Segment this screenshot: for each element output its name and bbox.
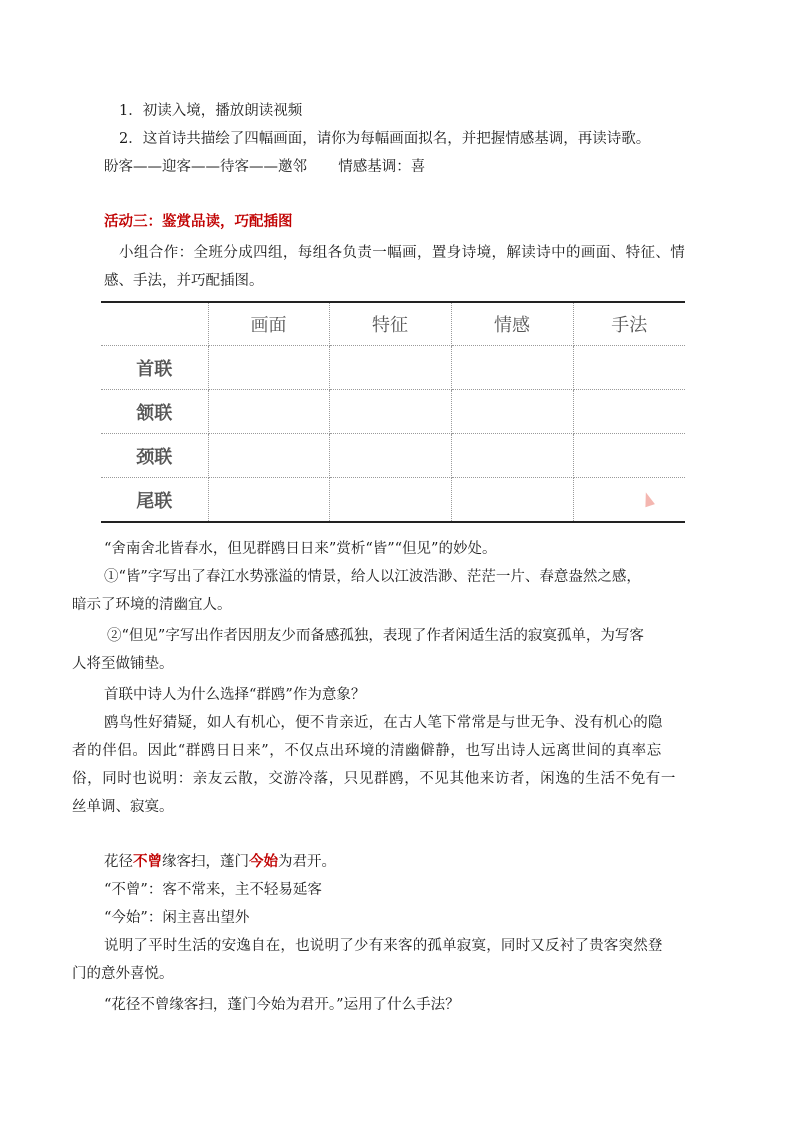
column-header-emotion: 情感 <box>451 302 573 346</box>
question-2: 首联中诗人为什么选择“群鸥”作为意象？ <box>104 687 366 703</box>
answer-3-line-2: 者的伴侣。因此“群鸥日日来”，不仅点出环境的清幽僻静，也写出诗人远离世间的真率忘 <box>72 743 662 759</box>
table-cell <box>329 478 451 523</box>
answer-3-line-3: 俗，同时也说明：亲友云散，交游冷落，只见群鸥，不见其他来访者，闲逸的生活不免有一 <box>72 771 676 787</box>
table-header-row <box>101 302 685 346</box>
task-line-1: 小组合作：全班分成四组，每组各负责一幅画，置身诗境，解读诗中的画面、特征、情 <box>119 245 686 261</box>
couplet-part-1: 花径 <box>104 854 133 870</box>
answer-3-line-1: 鸥鸟性好猜疑，如人有机心，便不肯亲近，在古人笔下常常是与世无争、没有机心的隐 <box>104 715 663 731</box>
analysis-table <box>101 301 685 523</box>
row-label-hanlian: 颔联 <box>101 390 208 434</box>
row-label-jinglian: 颈联 <box>101 434 208 478</box>
question-1: “舍南舍北皆春水，但见群鸥日日来”赏析“皆”“但见”的妙处。 <box>104 541 497 557</box>
column-header-feature: 特征 <box>329 302 451 346</box>
note-2: “今始”：闲主喜出望外 <box>104 910 250 926</box>
table-row <box>101 346 685 390</box>
step-1: 1．初读入境，播放朗读视频 <box>119 103 303 119</box>
table-cell <box>451 390 573 434</box>
scene-line <box>104 157 425 177</box>
couplet-part-2: 缘客扫，蓬门 <box>162 854 249 870</box>
row-label-shoulian: 首联 <box>101 346 208 390</box>
table-cell <box>573 434 685 478</box>
table-cell <box>451 478 573 523</box>
table-cell <box>208 346 329 390</box>
table-cell <box>208 478 329 523</box>
table-corner <box>101 302 208 346</box>
table-cell <box>451 434 573 478</box>
answer-2-line-2: 人将至做铺垫。 <box>72 656 174 672</box>
table-cell <box>329 346 451 390</box>
table-cell <box>208 434 329 478</box>
table-cell <box>208 390 329 434</box>
answer-2-line-1: ②“但见”字写出作者因朋友少而备感孤独，表现了作者闲适生活的寂寞孤单，为写客 <box>107 628 644 644</box>
table-cell <box>573 390 685 434</box>
column-header-technique: 手法 <box>573 302 685 346</box>
couplet-line <box>104 852 336 872</box>
row-label-weilian: 尾联 <box>101 478 208 523</box>
explanation-line-2: 门的意外喜悦。 <box>72 966 174 982</box>
table-cell <box>451 346 573 390</box>
emotion-tone: 情感基调：喜 <box>338 159 426 175</box>
note-1: “不曾”：客不常来，主不轻易延客 <box>104 882 322 898</box>
column-header-scene: 画面 <box>208 302 329 346</box>
answer-1-line-1: ①“皆”字写出了春江水势涨溢的情景，给人以江波浩渺、茫茫一片、春意盎然之感， <box>104 569 641 585</box>
scene-names: 盼客——迎客——待客——邀邻 <box>104 159 307 175</box>
table-cell <box>573 346 685 390</box>
table-cell <box>329 390 451 434</box>
table-row <box>101 434 685 478</box>
answer-3-line-4: 丝单调、寂寞。 <box>72 799 174 815</box>
question-3: “花径不曾缘客扫，蓬门今始为君开。”运用了什么手法？ <box>104 997 460 1013</box>
table-cell <box>329 434 451 478</box>
table-row <box>101 478 685 523</box>
task-line-2: 感、手法，并巧配插图。 <box>104 273 264 289</box>
answer-1-line-2: 暗示了环境的清幽宜人。 <box>72 597 232 613</box>
table-row <box>101 390 685 434</box>
step-2: 2．这首诗共描绘了四幅画面，请你为每幅画面拟名，并把握情感基调，再读诗歌。 <box>119 131 651 147</box>
couplet-part-3: 为君开。 <box>278 854 336 870</box>
table-cell <box>573 478 685 523</box>
couplet-highlight-2: 今始 <box>249 853 278 870</box>
couplet-highlight-1: 不曾 <box>133 853 162 870</box>
explanation-line-1: 说明了平时生活的安逸自在，也说明了少有来客的孤单寂寞，同时又反衬了贵客突然登 <box>104 938 663 954</box>
activity3-title: 活动三：鉴赏品读，巧配插图 <box>104 213 293 230</box>
